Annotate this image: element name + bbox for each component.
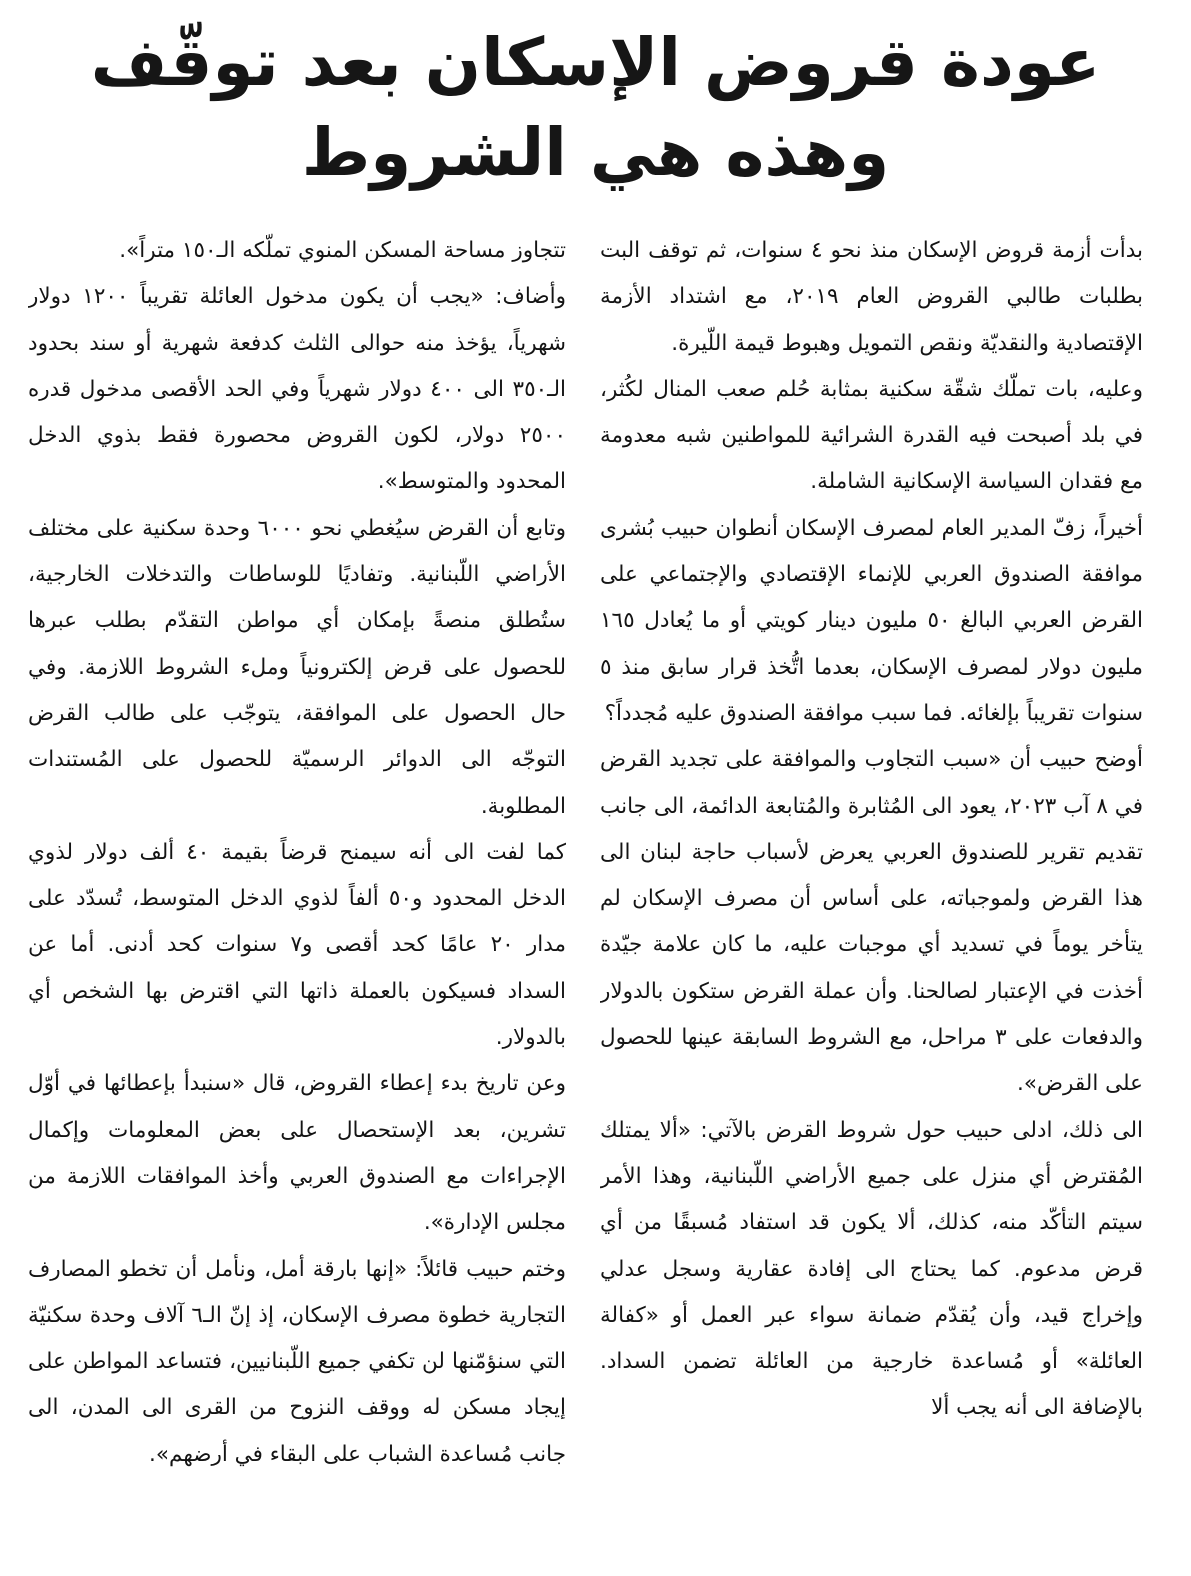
paragraph: وتابع أن القرض سيُغطي نحو ٦٠٠٠ وحدة سكنية على مختلف الأراضي اللّبنانية. وتفاديًا للوساطات والتدخلات الخارجية، ستُطلق منصةً بإمكان أي مواطن التقدّم بطلب عبرها للحصول على قرض إلكترونياً وملء الشروط اللازمة. وفي حال الحصول على الموافقة، يتوجّب على طالب القرض التوجّه الى الدوائر الرسميّة للحصول على المُستندات المطلوبة.: [28, 515, 566, 819]
paragraph: أوضح حبيب أن «سبب التجاوب والموافقة على تجديد القرض في ٨ آب ٢٠٢٣، يعود الى المُثابرة والمُتابعة الدائمة، الى جانب تقديم تقرير للصندوق العربي يعرض لأسباب حاجة لبنان الى هذا القرض ولموجباته، على أساس أن مصرف الإسكان لم يتأخر يوماً في تسديد أي موجبات عليه، ما كان علامة جيّدة أخذت في الإعتبار لصالحنا. وأن عملة القرض ستكون بالدولار والدفعات على ٣ مراحل، مع الشروط السابقة عينها للحصول على القرض».: [600, 747, 1143, 1097]
paragraph: الى ذلك، ادلى حبيب حول شروط القرض بالآتي: «ألا يمتلك المُقترض أي منزل على جميع الأراضي اللّبنانية، وهذا الأمر سيتم التأكّد منه، كذلك، ألا يكون قد استفاد مُسبقًا من أي قرض مدعوم. كما يحتاج الى إفادة عقارية وسجل عدلي وإخراج قيد، وأن يُقدّم ضمانة سواء عبر العمل أو «كفالة العائلة» أو مُساعدة خارجية من العائلة تضمن السداد. بالإضافة الى أنه يجب ألا: [600, 1117, 1143, 1421]
paragraph: بدأت أزمة قروض الإسكان منذ نحو ٤ سنوات، ثم توقف البت بطلبات طالبي القروض العام ٢٠١٩، مع اشتداد الأزمة الإقتصادية والنقديّة ونقص التمويل وهبوط قيمة اللّيرة.: [600, 238, 1143, 356]
article-column-right: [600, 228, 1143, 1556]
paragraph: وعليه، بات تملّك شقّة سكنية بمثابة حُلم صعب المنال لكُثر، في بلد أصبحت فيه القدرة الشرائية للمواطنين شبه معدومة مع فقدان السياسة الإسكانية الشاملة.: [600, 376, 1143, 495]
article-headline: عودة قروض الإسكان بعد توقّف وهذه هي الشروط: [90, 24, 1101, 191]
paragraph: وختم حبيب قائلاً: «إنها بارقة أمل، ونأمل أن تخطو المصارف التجارية خطوة مصرف الإسكان، إذ إنّ الـ٦ آلاف وحدة سكنيّة التي سنؤمّنها لن تكفي جميع اللّبنانيين، فتساعد المواطن على إيجاد مسكن له ووقف النزوح من القرى الى المدن، الى جانب مُساعدة الشباب على البقاء في أرضهم».: [28, 1256, 566, 1467]
paragraph: تتجاوز مساحة المسكن المنوي تملّكه الـ١٥٠ متراً».: [119, 238, 566, 263]
paragraph: وأضاف: «يجب أن يكون مدخول العائلة تقريباً ١٢٠٠ دولار شهرياً، يؤخذ منه حوالى الثلث كدفعة شهرية أو سند بحدود الـ٣٥٠ الى ٤٠٠ دولار شهرياً وفي الحد الأقصى مدخول قدره ٢٥٠٠ دولار، لكون القروض محصورة فقط بذوي الدخل المحدود والمتوسط».: [28, 284, 566, 495]
article-column-left: [28, 228, 566, 1556]
paragraph: أخيراً، زفّ المدير العام لمصرف الإسكان أنطوان حبيب بُشرى موافقة الصندوق العربي للإنماء الإقتصادي والإجتماعي على القرض العربي البالغ ٥٠ مليون دينار كويتي أو ما يُعادل ١٦٥ مليون دولار لمصرف الإسكان، بعدما اتُّخذ قرار سابق منذ ٥ سنوات تقريباً بإلغائه. فما سبب موافقة الصندوق عليه مُجدداً؟: [600, 515, 1143, 726]
paragraph: وعن تاريخ بدء إعطاء القروض، قال «سنبدأ بإعطائها في أوّل تشرين، بعد الإستحصال على بعض المعلومات وإكمال الإجراءات مع الصندوق العربي وأخذ الموافقات اللازمة من مجلس الإدارة».: [28, 1071, 566, 1236]
paragraph: كما لفت الى أنه سيمنح قرضاً بقيمة ٤٠ ألف دولار لذوي الدخل المحدود و٥٠ ألفاً لذوي الدخل المتوسط، تُسدّد على مدار ٢٠ عامًا كحد أقصى و٧ سنوات كحد أدنى. أما عن السداد فسيكون بالعملة ذاتها التي اقترض بها الشخص أي بالدولار.: [28, 839, 566, 1051]
